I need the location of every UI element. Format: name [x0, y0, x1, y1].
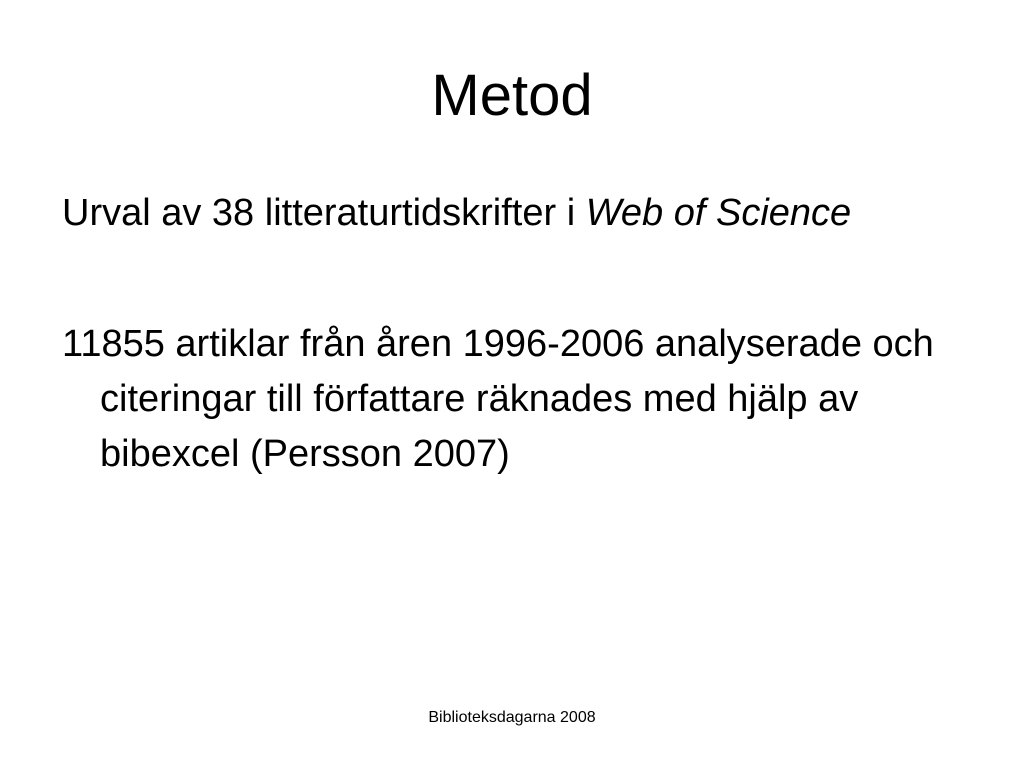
slide-footer: Biblioteksdagarna 2008: [428, 709, 596, 726]
paragraph-articles: 11855 artiklar från åren 1996-2006 analyserade och citeringar till författare räknades med hjälp av bibexcel (Persson 2007): [62, 323, 934, 475]
slide-title: Metod: [431, 63, 593, 128]
paragraph-selection-emphasis: Web of Science: [585, 192, 852, 234]
paragraph-selection: [62, 186, 962, 241]
paragraph-selection-text: Urval av 38 litteraturtidskrifter i: [62, 192, 586, 234]
slide-body: [62, 186, 962, 558]
